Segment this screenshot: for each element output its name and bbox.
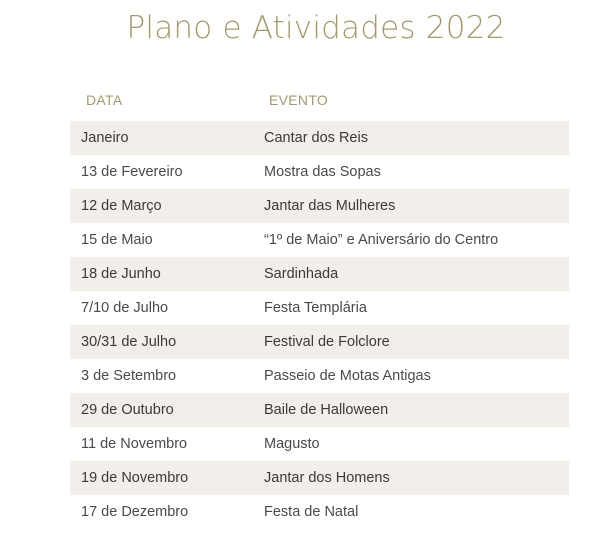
date-cell: 19 de Novembro (70, 461, 254, 495)
table-row (70, 461, 569, 495)
date-cell: 18 de Junho (70, 257, 254, 291)
page-title: Plano e Atividades 2022 (126, 10, 506, 46)
date-cell: 7/10 de Julho (70, 291, 254, 325)
table-row (70, 257, 569, 291)
table-row (70, 291, 569, 325)
event-cell: Festa de Natal (254, 495, 569, 529)
column-header-date: DATA (86, 92, 123, 108)
event-cell: Baile de Halloween (254, 393, 569, 427)
event-cell: Cantar dos Reis (254, 121, 569, 155)
date-cell: Janeiro (70, 121, 254, 155)
event-cell: Jantar dos Homens (254, 461, 569, 495)
date-cell: 15 de Maio (70, 223, 254, 257)
event-cell: “1º de Maio” e Aniversário do Centro (254, 223, 569, 257)
table-row (70, 223, 569, 257)
date-cell: 17 de Dezembro (70, 495, 254, 529)
event-cell: Passeio de Motas Antigas (254, 359, 569, 393)
event-cell: Mostra das Sopas (254, 155, 569, 189)
date-cell: 12 de Março (70, 189, 254, 223)
table-row (70, 121, 569, 155)
events-table (70, 79, 569, 529)
date-cell: 13 de Fevereiro (70, 155, 254, 189)
table-row (70, 155, 569, 189)
table-row (70, 427, 569, 461)
event-cell: Magusto (254, 427, 569, 461)
table-row (70, 393, 569, 427)
column-header-event: EVENTO (269, 92, 329, 108)
date-cell: 29 de Outubro (70, 393, 254, 427)
date-cell: 30/31 de Julho (70, 325, 254, 359)
event-cell: Festival de Folclore (254, 325, 569, 359)
event-cell: Festa Templária (254, 291, 569, 325)
event-cell: Jantar das Mulheres (254, 189, 569, 223)
table-row (70, 189, 569, 223)
table-header (70, 79, 569, 121)
table-row (70, 495, 569, 529)
table-row (70, 325, 569, 359)
header-row (70, 79, 569, 121)
date-cell: 3 de Setembro (70, 359, 254, 393)
table-body (70, 121, 569, 529)
date-cell: 11 de Novembro (70, 427, 254, 461)
event-cell: Sardinhada (254, 257, 569, 291)
table-row (70, 359, 569, 393)
